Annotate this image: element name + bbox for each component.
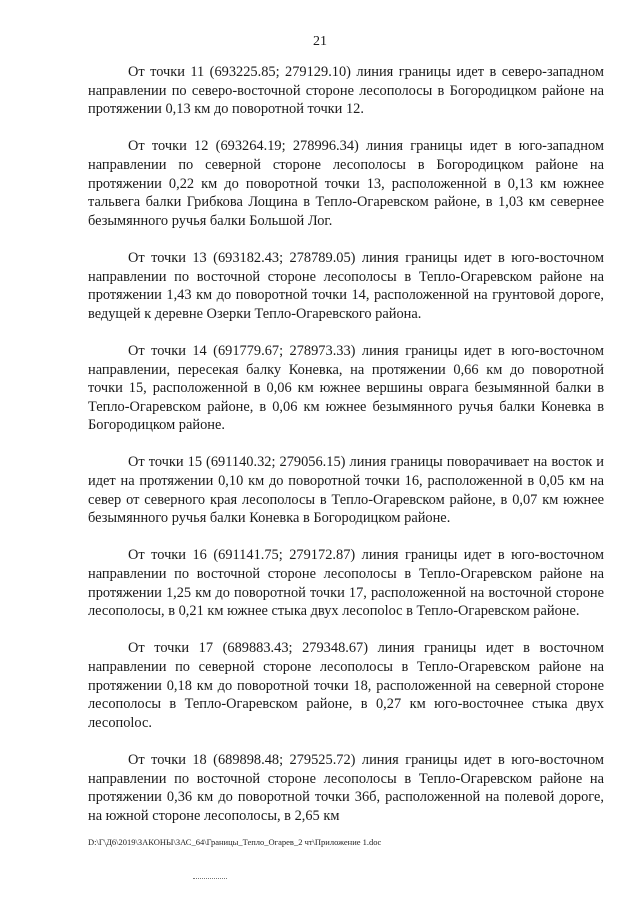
paragraph-point-13: От точки 13 (693182.43; 278789.05) линия границы идет в юго-восточном направлении по восточной стороне лесополосы в Тепло-Огаревском районе на протяжении 1,43 км до поворотной точки 14, расположенной на грунтовой дороге, ведущей к деревне Озерки Тепло-Огаревского района. — [88, 249, 604, 322]
paragraph-point-12: От точки 12 (693264.19; 278996.34) линия границы идет в юго-западном направлении по северной стороне лесополосы в Богородицком районе на протяжении 0,22 км до поворотной точки 13, расположенной в 0,13 км южнее тальвега балки Грибкова Лощина в Тепло-Огаревском районе, в 1,03 км севернее безымянного ручья балки Большой Лог. — [88, 138, 604, 229]
page-number: 21 — [313, 34, 327, 49]
footer-file-path: D:\Г\Д6\2019\ЗАКОНЫ\ЗАС_64\Границы_Тепло_Огарев_2 чт\Приложение 1.doc — [88, 837, 382, 847]
paragraph-point-11: От точки 11 (693225.85; 279129.10) линия границы идет в северо-западном направлении по северо-восточной стороне лесополосы в Богородицком районе на протяжении 0,13 км до поворотной точки 12. — [88, 64, 604, 118]
paragraph-point-17: От точки 17 (689883.43; 279348.67) линия границы идет в восточном направлении по северной стороне лесополосы в Тепло-Огаревском районе на протяжении 0,18 км до поворотной точки 18, расположенной на северной стороне лесополосы в Тепло-Огаревском районе, в 0,27 км юго-восточнее стыка двух лесопolос. — [88, 640, 604, 731]
document-body — [88, 63, 604, 844]
paragraph-point-14: От точки 14 (691779.67; 278973.33) линия границы идет в юго-восточном направлении, пересекая балку Коневка, на протяжении 0,66 км до поворотной точки 15, расположенной в 0,06 км южнее вершины оврага безымянной балки в Тепло-Огаревском районе, в 0,06 км южнее безымянного ручья балки Коневка в Богородицком районе. — [88, 342, 604, 434]
scan-artifact — [193, 878, 227, 881]
paragraph-point-16: От точки 16 (691141.75; 279172.87) линия границы идет в юго-восточном направлении по восточной стороне лесополосы в Тепло-Огаревском районе на протяжении 1,25 км до поворотной точки 17, расположенной на восточной стороне лесополосы, в 0,21 км южнее стыка двух лесопolос в Тепло-Огаревском районе. — [88, 547, 604, 620]
paragraph-point-18: От точки 18 (689898.48; 279525.72) линия границы идет в юго-восточном направлении по восточной стороне лесополосы в Тепло-Огаревском районе на протяжении 0,36 км до поворотной точки 36б, расположенной на полевой дороге, на южной стороне лесополосы, в 2,65 км — [88, 751, 604, 824]
paragraph-point-15: От точки 15 (691140.32; 279056.15) линия границы поворачивает на восток и идет на протяжении 0,10 км до поворотной точки 16, расположенной в 0,05 км на север от северного края лесополосы в Тепло-Огаревском районе, в 0,07 км южнее безымянного ручья балки Коневка в Богородицком районе. — [88, 454, 604, 527]
